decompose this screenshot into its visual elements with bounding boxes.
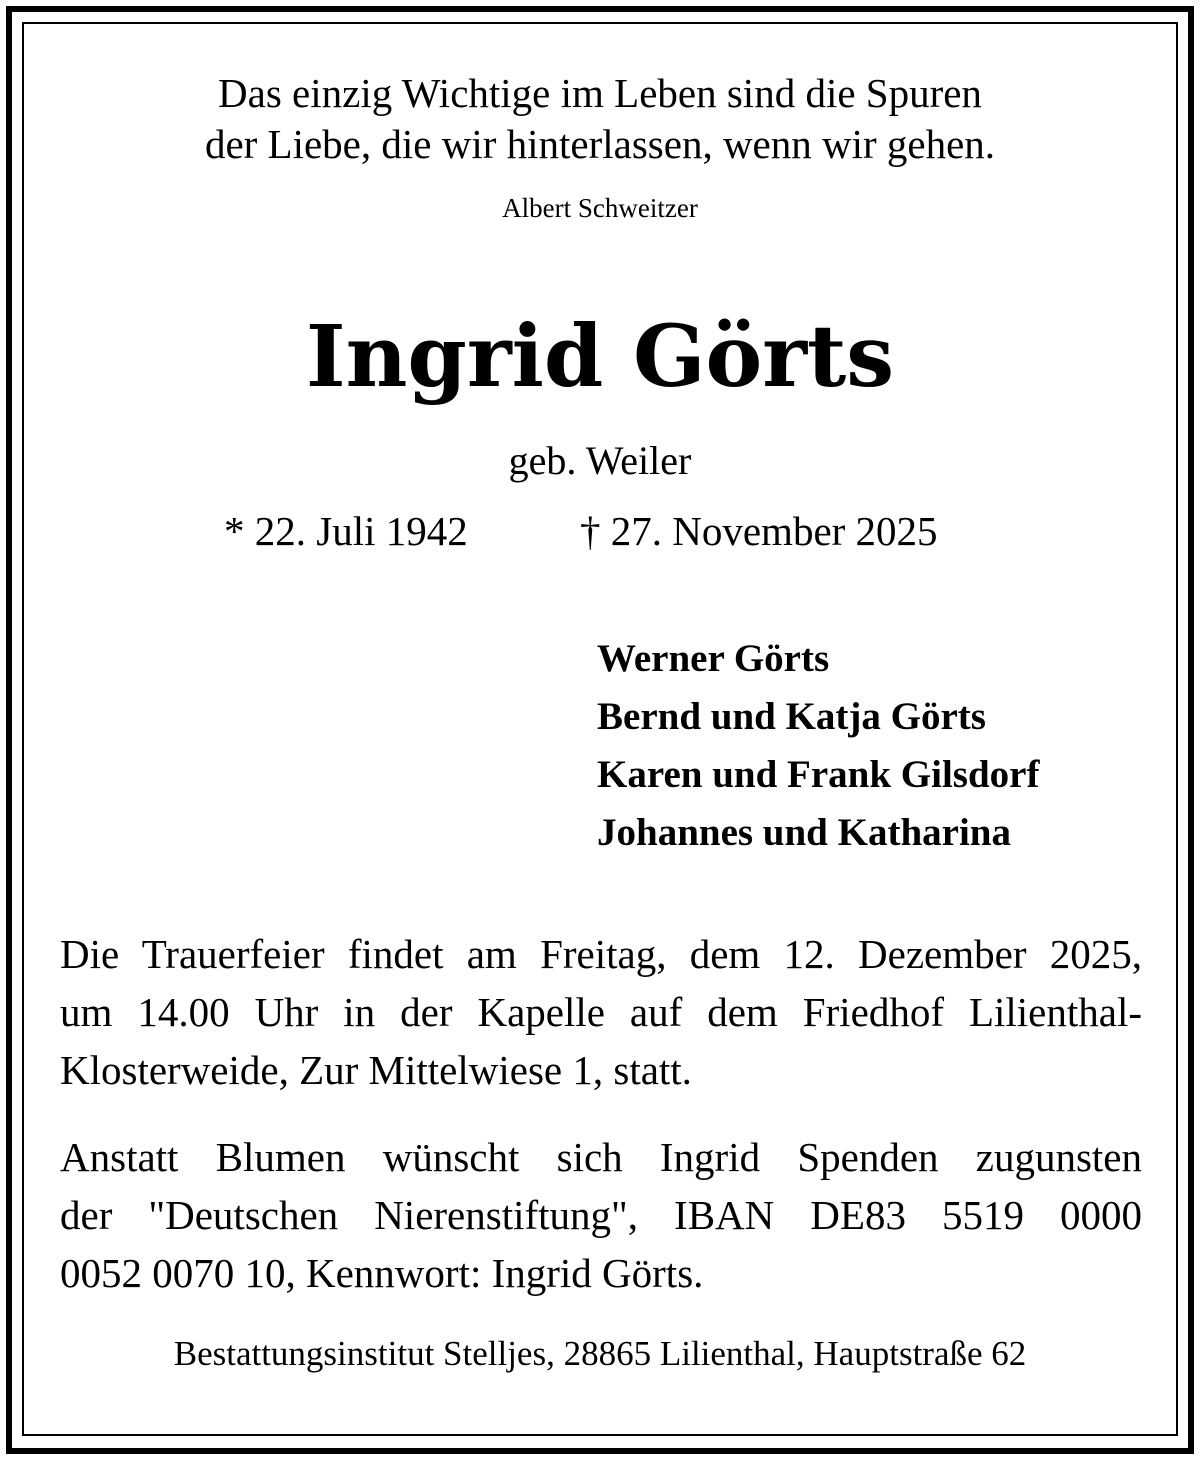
- death-date: † 27. November 2025: [580, 508, 938, 554]
- quote: [0, 68, 1200, 170]
- mourners-list: [597, 630, 1039, 862]
- mourner: Bernd und Katja Görts: [597, 695, 986, 738]
- undertaker-info: Bestattungsinstitut Stelljes, 28865 Lilienthal, Hauptstraße 62: [173, 1334, 1027, 1373]
- funeral-line: um 14.00 Uhr in der Kapelle auf dem Friedhof Lilienthal-: [60, 989, 1142, 1035]
- quote-line: der Liebe, die wir hinterlassen, wenn wir gehen.: [204, 121, 996, 167]
- mourner: Karen und Frank Gilsdorf: [597, 753, 1040, 796]
- donation-line: der "Deutschen Nierenstiftung", IBAN DE83 5519 0000: [60, 1192, 1142, 1238]
- quote-author: Albert Schweitzer: [502, 193, 698, 223]
- deceased-name: Ingrid Görts: [305, 307, 895, 407]
- funeral-line: Die Trauerfeier findet am Freitag, dem 12. Dezember 2025,: [60, 931, 1142, 977]
- quote-line: Das einzig Wichtige im Leben sind die Spuren: [218, 70, 982, 116]
- donation-line: Anstatt Blumen wünscht sich Ingrid Spenden zugunsten: [60, 1134, 1142, 1180]
- funeral-notice: [60, 925, 1142, 1099]
- birth-name: geb. Weiler: [508, 438, 692, 483]
- mourner: Johannes und Katharina: [597, 811, 1011, 854]
- donation-notice: [60, 1128, 1142, 1302]
- mourner: Werner Görts: [597, 637, 830, 680]
- birth-date: * 22. Juli 1942: [224, 508, 468, 554]
- donation-line: 0052 0070 10, Kennwort: Ingrid Görts.: [60, 1250, 704, 1296]
- funeral-line: Klosterweide, Zur Mittelwiese 1, statt.: [60, 1047, 692, 1093]
